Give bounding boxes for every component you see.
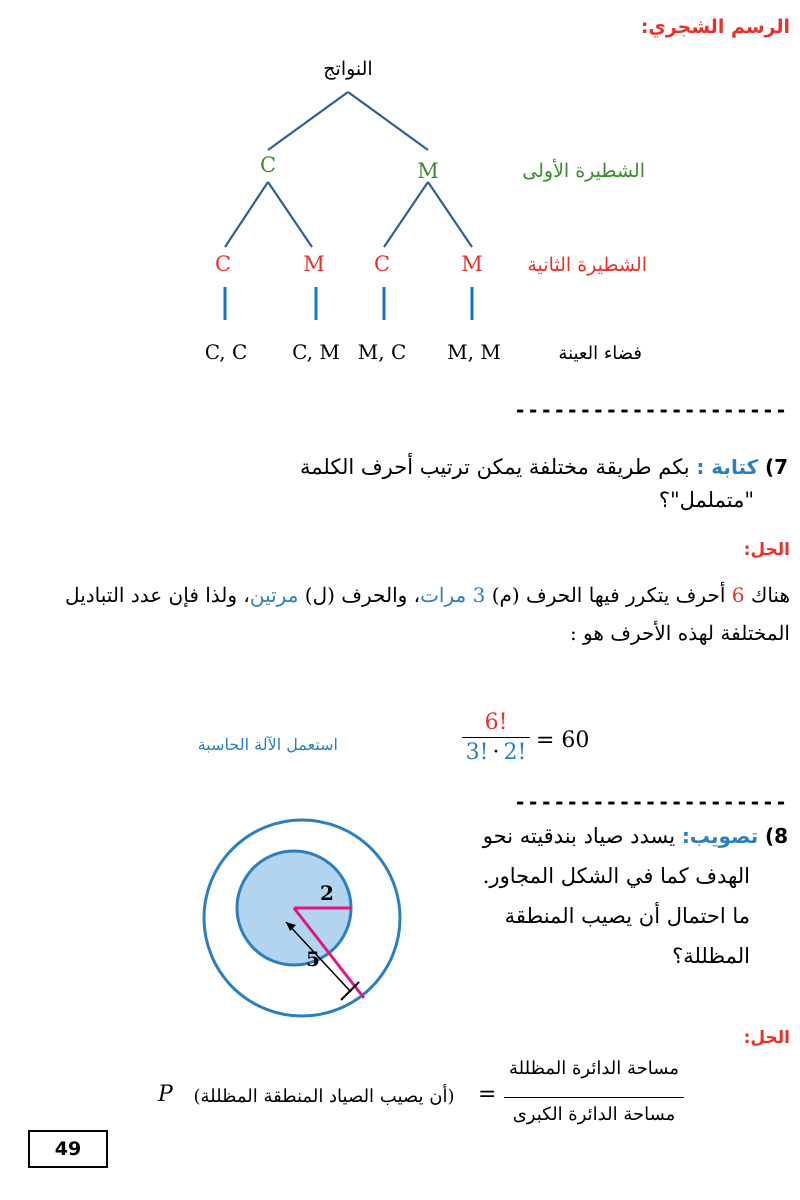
level1-node-c: C — [259, 153, 277, 177]
q7-answer — [10, 576, 790, 652]
sample-space-label: فضاء العينة — [558, 343, 642, 364]
q7-number: 7) — [764, 455, 788, 479]
branch-root-c — [268, 92, 348, 150]
q7-keyword: كتابة : — [696, 455, 759, 479]
probability-fraction-bar — [504, 1097, 684, 1098]
q8-number: 8) — [764, 824, 788, 848]
q7-question-line1: بكم طريقة مختلفة يمكن ترتيب أحرف الكلمة — [300, 455, 690, 479]
outer-radius-label: 5 — [306, 947, 320, 971]
answer-count-6: 6 — [731, 583, 745, 607]
target-figure — [196, 812, 410, 1026]
branch-m-m — [428, 182, 472, 247]
outcome-mm: M, M — [447, 340, 501, 364]
q7-solution-label: الحل: — [743, 540, 790, 560]
q8-line-2: الهدف كما في الشكل المجاور. — [482, 864, 750, 888]
level1-label: الشطيرة الأولى — [522, 160, 645, 182]
den-2-factorial: 2! — [503, 740, 527, 765]
formula-numerator-area: مساحة الدائرة المظللة — [509, 1058, 679, 1079]
q8-line-1 — [408, 816, 788, 856]
q7-question — [228, 450, 788, 484]
level2-node-4: M — [461, 252, 483, 276]
branch-c-m — [268, 182, 312, 247]
separator-1: --------------------- — [514, 398, 788, 422]
separator-2: --------------------- — [514, 790, 788, 814]
formula-p: P — [158, 1082, 173, 1107]
page-number: 49 — [28, 1130, 108, 1168]
level2-node-3: C — [373, 252, 391, 276]
formula-result: = 60 — [536, 728, 590, 753]
den-dot: · — [492, 740, 500, 765]
q8-line-4: المظللة؟ — [672, 944, 750, 968]
q8-text-1: يسدد صياد بندقيته نحو — [482, 824, 676, 848]
inner-radius-label: 2 — [320, 881, 334, 905]
formula-event: (أن يصيب الصياد المنطقة المظللة) — [193, 1086, 455, 1107]
tree-root-label: النواتج — [323, 58, 373, 80]
answer-text-2: أحرف يتكرر فيها الحرف (م) — [491, 583, 726, 607]
branch-m-c — [384, 182, 428, 247]
fraction-bar — [462, 737, 530, 738]
tree-heading: الرسم الشجري: — [640, 16, 790, 38]
q8-keyword: تصويب: — [681, 824, 759, 848]
den-3-factorial: 3! — [465, 740, 489, 765]
level1-node-m: M — [417, 159, 439, 183]
q7-question-line2: "متململ"؟ — [658, 488, 754, 512]
formula-equals: = — [478, 1082, 497, 1107]
q7-formula — [462, 710, 530, 765]
answer-twice: مرتين — [249, 583, 299, 607]
answer-text-1: هناك — [750, 583, 790, 607]
branch-root-m — [348, 92, 428, 150]
formula-denominator — [462, 740, 530, 765]
q8-solution-label: الحل: — [743, 1028, 790, 1048]
q8-line-3: ما احتمال أن يصيب المنطقة — [504, 904, 750, 928]
calculator-note: استعمل الآلة الحاسبة — [197, 735, 338, 754]
q8-question — [408, 816, 788, 976]
answer-text-4: ، ولذا فإن عدد التباديل المختلفة لهذه الأحرف هو : — [65, 583, 790, 645]
level2-label: الشطيرة الثانية — [527, 254, 647, 276]
level2-node-2: M — [303, 252, 325, 276]
outcome-mc: M, C — [357, 340, 407, 364]
answer-three-times: 3 مرات — [420, 583, 486, 607]
answer-text-3: ، والحرف (ل) — [304, 583, 421, 607]
outcome-cm: C, M — [292, 340, 340, 364]
branch-c-c — [225, 182, 268, 247]
formula-numerator: 6! — [484, 710, 508, 735]
formula-denominator-area: مساحة الدائرة الكبرى — [512, 1104, 676, 1125]
outcome-cc: C, C — [204, 340, 248, 364]
level2-node-1: C — [214, 252, 232, 276]
